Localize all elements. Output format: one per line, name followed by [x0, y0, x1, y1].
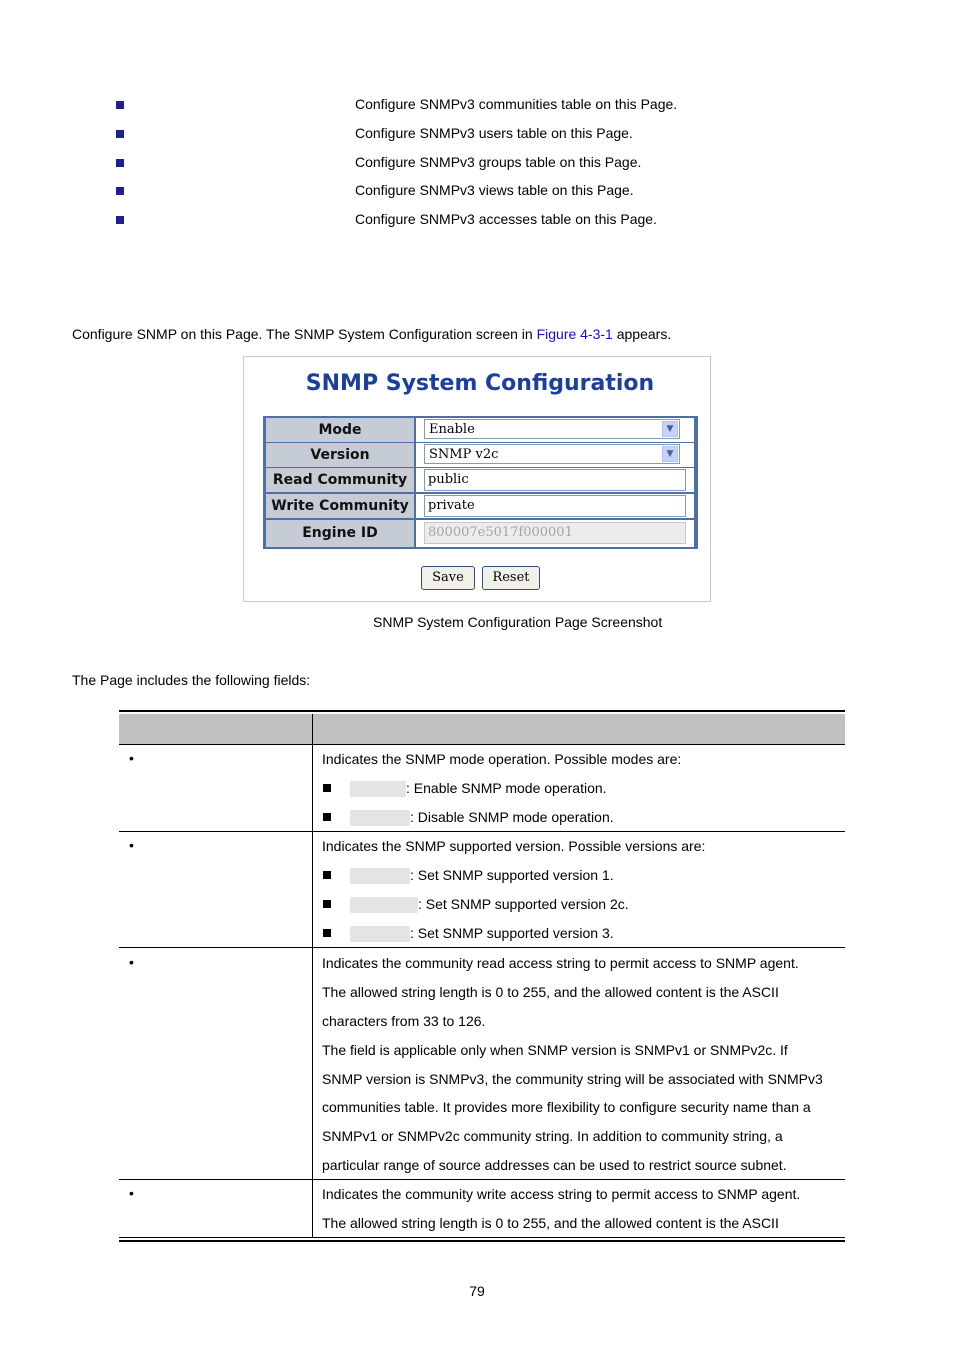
row-bullet: • — [129, 837, 134, 853]
version-select[interactable] — [424, 444, 680, 464]
intro-text-end: appears. — [612, 326, 672, 342]
version-option-text: : Set SNMP supported version 2c. — [418, 896, 629, 912]
version-option-text: : Set SNMP supported version 1. — [410, 867, 614, 883]
square-bullet-icon — [323, 871, 331, 879]
snmp-config-screenshot — [243, 356, 711, 602]
version-option-text: : Set SNMP supported version 3. — [410, 925, 614, 941]
write-community-cell — [416, 494, 694, 518]
row-rule — [119, 831, 845, 832]
figure-caption: SNMP System Configuration Page Screenshot — [373, 614, 663, 630]
mode-select[interactable] — [424, 419, 680, 439]
list-item-text: Configure SNMPv3 accesses table on this Page. — [355, 211, 657, 227]
snmp-config-table — [263, 416, 698, 549]
write-community-label: Write Community — [266, 494, 415, 518]
write-community-line: Indicates the community write access string to permit access to SNMP agent. — [322, 1186, 801, 1202]
highlight-placeholder — [350, 926, 410, 942]
list-item-text: Configure SNMPv3 users table on this Page. — [355, 125, 633, 141]
list-item — [0, 211, 954, 231]
mode-value: Enable — [429, 422, 475, 437]
engine-id-cell — [416, 520, 694, 547]
read-community-line: The field is applicable only when SNMP version is SNMPv1 or SNMPv2c. If — [322, 1042, 788, 1058]
intro-paragraph — [72, 326, 671, 342]
read-community-row — [265, 468, 696, 493]
square-bullet-icon — [323, 900, 331, 908]
row-bullet: • — [129, 1185, 134, 1201]
list-item — [0, 96, 954, 116]
square-bullet-icon — [323, 784, 331, 792]
screenshot-title: SNMP System Configuration — [305, 371, 655, 396]
mode-label: Mode — [266, 418, 415, 442]
row-bullet: • — [129, 954, 134, 970]
read-community-line: SNMP version is SNMPv3, the community string will be associated with SNMPv3 — [322, 1071, 823, 1087]
version-label: Version — [266, 443, 415, 467]
square-bullet-icon — [323, 929, 331, 937]
list-item-text: Configure SNMPv3 groups table on this Page. — [355, 154, 642, 170]
list-item-text: Configure SNMPv3 communities table on this Page. — [355, 96, 678, 112]
read-community-label: Read Community — [266, 468, 415, 492]
highlight-placeholder — [350, 781, 406, 797]
row-bullet: • — [129, 750, 134, 766]
table-header — [119, 714, 845, 744]
read-community-line: particular range of source addresses can be used to restrict source subnet. — [322, 1157, 787, 1173]
column-divider — [312, 714, 313, 1238]
highlight-placeholder — [350, 868, 410, 884]
read-community-line: Indicates the community read access string to permit access to SNMP agent. — [322, 955, 799, 971]
figure-link[interactable]: Figure 4-3-1 — [536, 326, 613, 342]
page-number: 79 — [469, 1283, 485, 1299]
highlight-placeholder — [350, 810, 410, 826]
read-community-line: characters from 33 to 126. — [322, 1013, 486, 1029]
highlight-placeholder — [350, 897, 418, 913]
square-bullet-icon — [323, 813, 331, 821]
engine-id-input: 800007e5017f000001 — [424, 522, 686, 544]
list-item-text: Configure SNMPv3 views table on this Page. — [355, 182, 634, 198]
version-value: SNMP v2c — [429, 447, 499, 462]
square-bullet-icon — [116, 159, 124, 167]
save-button[interactable]: Save — [421, 566, 475, 590]
engine-id-row — [265, 520, 696, 547]
read-community-line: SNMPv1 or SNMPv2c community string. In addition to community string, a — [322, 1128, 783, 1144]
list-item — [0, 154, 954, 174]
reset-button[interactable]: Reset — [482, 566, 540, 590]
read-community-cell — [416, 468, 694, 492]
write-community-row — [265, 494, 696, 519]
engine-id-label: Engine ID — [266, 520, 415, 547]
square-bullet-icon — [116, 187, 124, 195]
version-description: Indicates the SNMP supported version. Possible versions are: — [322, 838, 706, 854]
read-community-line: The allowed string length is 0 to 255, and the allowed content is the ASCII — [322, 984, 779, 1000]
chevron-down-icon[interactable]: ▼ — [662, 446, 678, 462]
version-row — [265, 443, 696, 468]
header-rule — [119, 744, 845, 745]
mode-description: Indicates the SNMP mode operation. Possible modes are: — [322, 751, 682, 767]
intro-text: Configure SNMP on this Page. The SNMP System Configuration screen in — [72, 326, 537, 342]
row-rule — [119, 1179, 845, 1180]
write-community-input[interactable]: private — [424, 495, 686, 517]
list-item — [0, 182, 954, 202]
mode-option-text: : Enable SNMP mode operation. — [406, 780, 607, 796]
table-bottom-rule — [119, 1237, 845, 1238]
square-bullet-icon — [116, 101, 124, 109]
write-community-line: The allowed string length is 0 to 255, and the allowed content is the ASCII — [322, 1215, 779, 1231]
square-bullet-icon — [116, 216, 124, 224]
row-rule — [119, 947, 845, 948]
chevron-down-icon[interactable]: ▼ — [662, 421, 678, 437]
fields-intro: The Page includes the following fields: — [72, 672, 311, 688]
read-community-line: communities table. It provides more flexibility to configure security name than a — [322, 1099, 811, 1115]
read-community-input[interactable]: public — [424, 469, 686, 491]
version-cell — [416, 443, 694, 467]
table-top-rule — [119, 710, 845, 712]
table-bottom-rule-double — [119, 1240, 845, 1242]
list-item — [0, 125, 954, 145]
mode-option-text: : Disable SNMP mode operation. — [410, 809, 614, 825]
mode-cell — [416, 418, 694, 442]
square-bullet-icon — [116, 130, 124, 138]
mode-row — [265, 418, 696, 443]
